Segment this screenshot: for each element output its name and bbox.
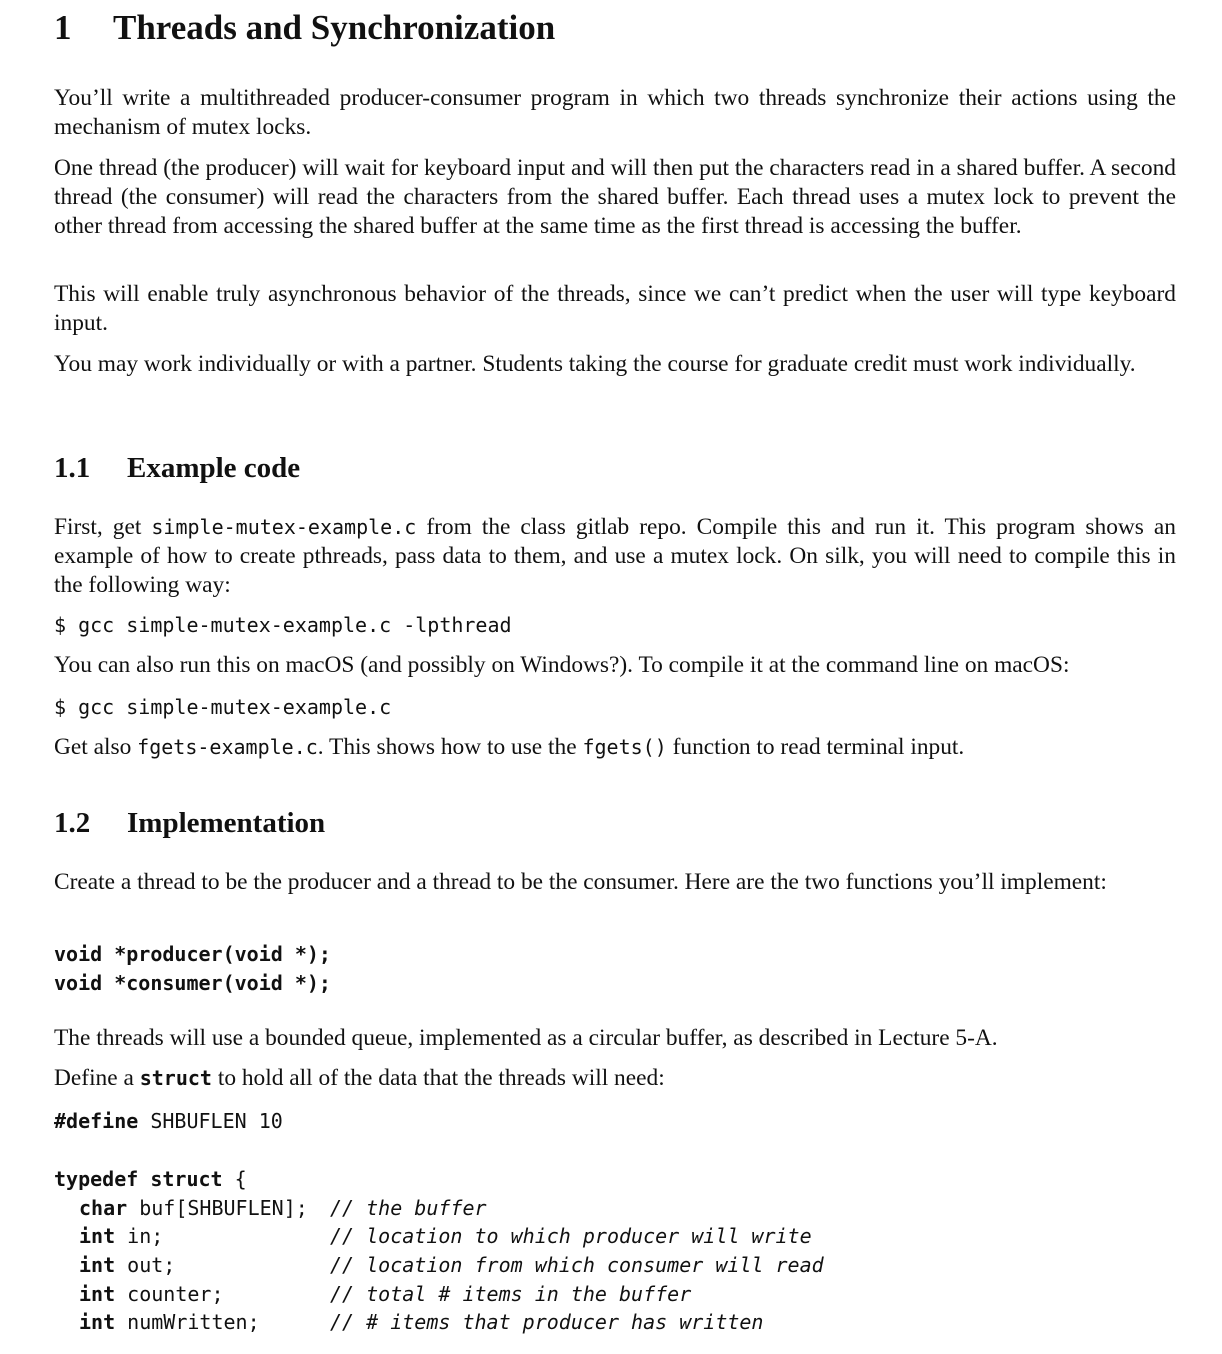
- paragraph: The threads will use a bounded queue, implemented as a circular buffer, as described in Lecture 5-A.: [54, 1025, 998, 1051]
- paragraph: [54, 733, 964, 762]
- field-declaration: counter;: [115, 1282, 224, 1306]
- paragraph: You can also run this on macOS (and possibly on Windows?). To compile it at the command line on macOS:: [54, 652, 1070, 678]
- struct-field: [79, 1280, 224, 1309]
- type-keyword: int: [79, 1310, 116, 1334]
- command-line: $ gcc simple-mutex-example.c -lpthread: [54, 613, 512, 637]
- command-line: $ gcc simple-mutex-example.c: [54, 695, 392, 719]
- type-keyword: int: [79, 1253, 116, 1277]
- struct-field: [79, 1222, 163, 1251]
- function-prototype: void *consumer(void *);: [54, 971, 331, 995]
- field-declaration: numWritten;: [115, 1310, 260, 1334]
- keyword: typedef: [54, 1167, 139, 1191]
- paragraph: One thread (the producer) will wait for keyboard input and will then put the characters read in a shared buffer. A second thread (the consumer) will read the characters from the shared buffer. Each thread uses a mutex lock to prevent the other thread from accessing the shared buffer at the same time as the first thread is accessing the buffer.: [54, 155, 1176, 239]
- text: Get also: [54, 734, 138, 760]
- function-prototype: void *producer(void *);: [54, 942, 331, 966]
- keyword: #define: [54, 1109, 139, 1133]
- paragraph: This will enable truly asynchronous behavior of the threads, since we can’t predict when the user will type keyboard input.: [54, 281, 1176, 336]
- struct-field: [79, 1308, 260, 1337]
- code-text: SHBUFLEN 10: [138, 1109, 283, 1133]
- code-comment: // location from which consumer will read: [330, 1253, 824, 1277]
- code-comment: // location to which producer will write: [330, 1224, 812, 1248]
- text: to hold all of the data that the threads will need:: [211, 1065, 665, 1091]
- section-number: 1.2: [54, 807, 91, 839]
- code-text: {: [222, 1167, 247, 1191]
- inline-code: struct: [139, 1066, 212, 1090]
- section-heading-1: [54, 8, 555, 48]
- paragraph: Create a thread to be the producer and a thread to be the consumer. Here are the two functions you’ll implement:: [54, 869, 1107, 895]
- type-keyword: int: [79, 1224, 116, 1248]
- section-title: Threads and Synchronization: [113, 8, 556, 47]
- field-declaration: buf[SHBUFLEN];: [127, 1196, 308, 1220]
- text: function to read terminal input.: [666, 734, 965, 760]
- section-title: Example code: [127, 452, 301, 484]
- code-comment: // # items that producer has written: [330, 1310, 764, 1334]
- section-heading-1-2: [54, 807, 325, 840]
- paragraph: [54, 513, 1176, 600]
- struct-field: [79, 1251, 175, 1280]
- type-keyword: int: [79, 1282, 116, 1306]
- text: . This shows how to use the: [317, 734, 583, 760]
- define-line: [54, 1107, 283, 1136]
- paragraph: [54, 1064, 665, 1093]
- inline-code: fgets(): [582, 735, 667, 759]
- section-number: 1: [54, 8, 72, 47]
- section-title: Implementation: [127, 807, 326, 839]
- section-heading-1-1: [54, 452, 300, 485]
- paragraph: You’ll write a multithreaded producer-consumer program in which two threads synchronize their actions using the mechanism of mutex locks.: [54, 85, 1176, 140]
- type-keyword: char: [79, 1196, 128, 1220]
- text: from the class gitlab repo. Compile this and run it. This program shows an example of how to create pthreads, pass data to them, and use a mutex lock. On silk, you will need to compile this in the following way:: [54, 514, 1176, 598]
- struct-field: [79, 1194, 308, 1223]
- keyword: struct: [150, 1167, 223, 1191]
- inline-code: fgets-example.c: [137, 735, 318, 759]
- code-comment: // the buffer: [330, 1196, 487, 1220]
- paragraph: You may work individually or with a partner. Students taking the course for graduate credit must work individually.: [54, 351, 1136, 377]
- field-declaration: out;: [115, 1253, 176, 1277]
- code-comment: // total # items in the buffer: [330, 1282, 692, 1306]
- section-number: 1.1: [54, 452, 91, 484]
- field-declaration: in;: [115, 1224, 164, 1248]
- text: Define a: [54, 1065, 140, 1091]
- typedef-line: [54, 1165, 247, 1194]
- inline-code: simple-mutex-example.c: [151, 515, 417, 539]
- text: First, get: [54, 514, 152, 540]
